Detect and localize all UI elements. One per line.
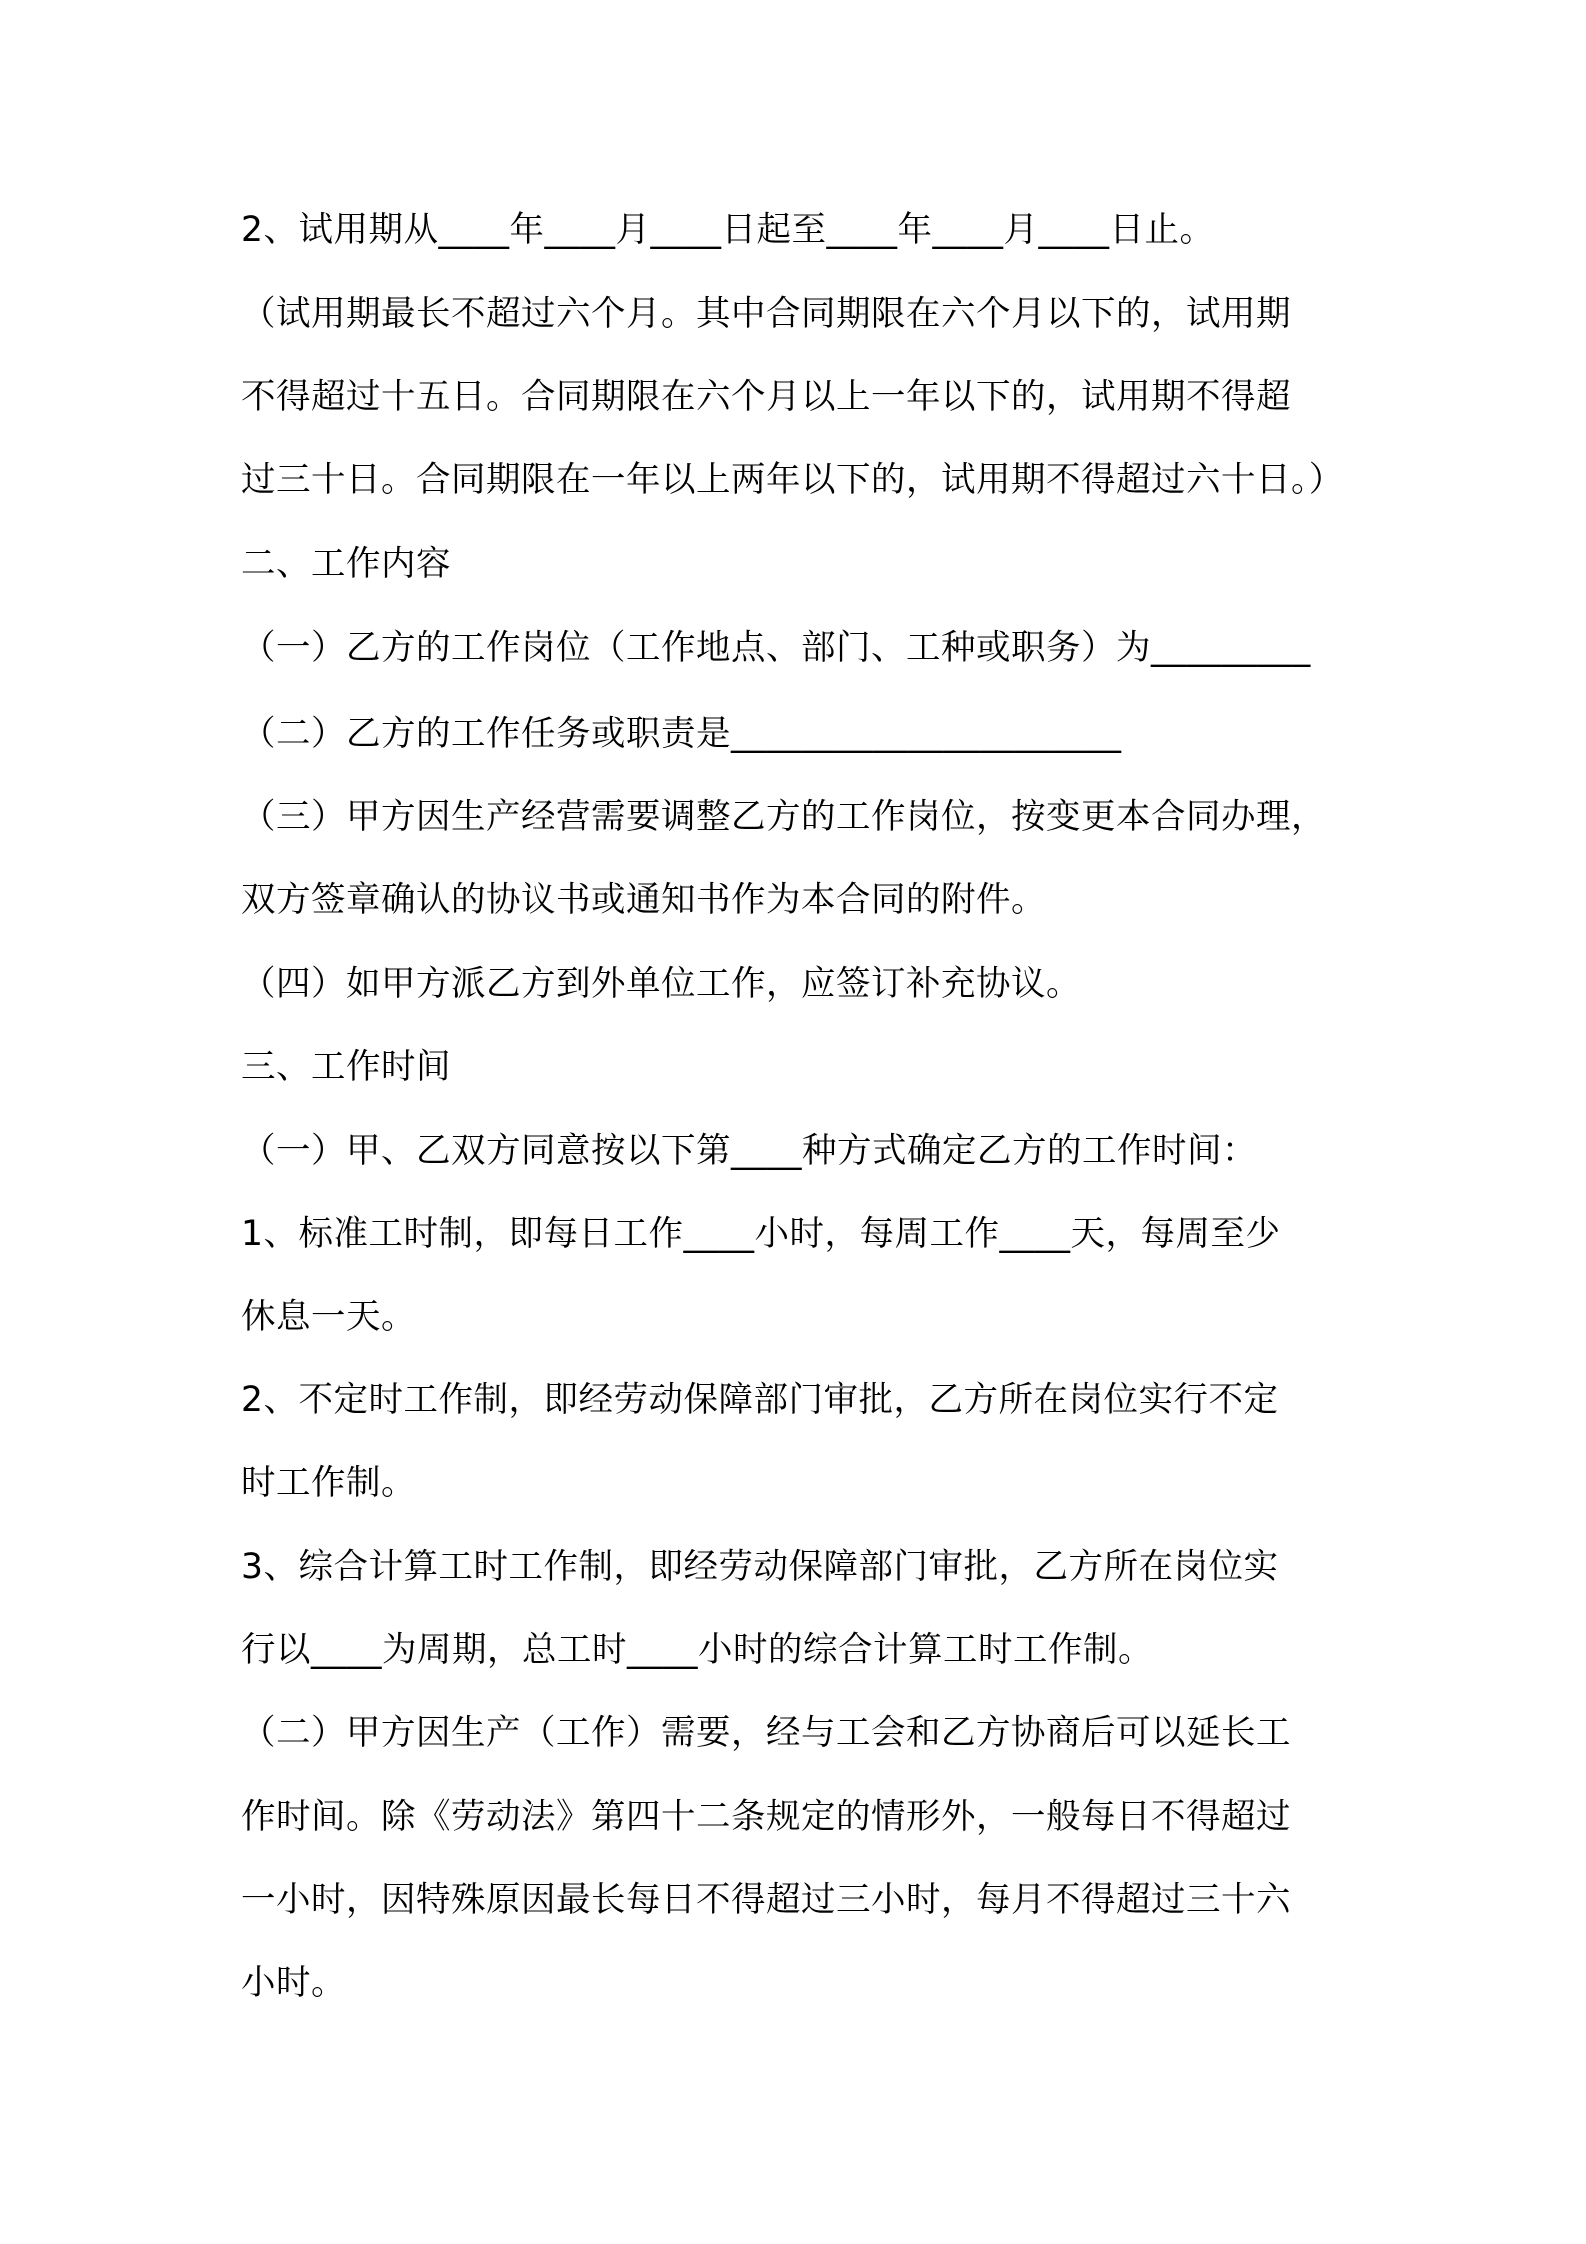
trial-period-note-line-1: （试用期最长不超过六个月。其中合同期限在六个月以下的，试用期 <box>241 294 1291 334</box>
clause-flexible-hours-line-1: 2、不定时工作制，即经劳动保障部门审批，乙方所在岗位实行不定 <box>241 1380 1279 1420</box>
clause-comprehensive-hours-line-2: 行以____为周期，总工时____小时的综合计算工时工作制。 <box>241 1630 1153 1670</box>
clause-trial-period: 2、试用期从____年____月____日起至____年____月____日止。 <box>241 210 1215 250</box>
clause-standard-hours-line-2: 休息一天。 <box>241 1297 416 1337</box>
clause-position-adjustment-line-1: （三）甲方因生产经营需要调整乙方的工作岗位，按变更本合同办理， <box>241 797 1326 837</box>
clause-overtime-line-1: （二）甲方因生产（工作）需要，经与工会和乙方协商后可以延长工 <box>241 1713 1291 1753</box>
section-heading-work-content: 二、工作内容 <box>241 544 451 584</box>
clause-work-position: （一）乙方的工作岗位（工作地点、部门、工种或职务）为_________ <box>241 628 1311 668</box>
trial-period-note-line-2: 不得超过十五日。合同期限在六个月以上一年以下的，试用期不得超 <box>241 377 1291 417</box>
clause-flexible-hours-line-2: 时工作制。 <box>241 1463 416 1503</box>
clause-position-adjustment-line-2: 双方签章确认的协议书或通知书作为本合同的附件。 <box>241 880 1046 920</box>
clause-overtime-line-3: 一小时，因特殊原因最长每日不得超过三小时，每月不得超过三十六 <box>241 1880 1291 1920</box>
clause-external-assignment: （四）如甲方派乙方到外单位工作，应签订补充协议。 <box>241 964 1081 1004</box>
trial-period-note-line-3: 过三十日。合同期限在一年以上两年以下的，试用期不得超过六十日。） <box>241 460 1344 500</box>
clause-work-duties: （二）乙方的工作任务或职责是______________________ <box>241 714 1122 754</box>
clause-comprehensive-hours-line-1: 3、综合计算工时工作制，即经劳动保障部门审批，乙方所在岗位实 <box>241 1547 1279 1587</box>
clause-standard-hours-line-1: 1、标准工时制，即每日工作____小时，每周工作____天，每周至少 <box>241 1214 1281 1254</box>
clause-work-hours-mode: （一）甲、乙双方同意按以下第____种方式确定乙方的工作时间： <box>241 1131 1257 1171</box>
clause-overtime-line-2: 作时间。除《劳动法》第四十二条规定的情形外，一般每日不得超过 <box>241 1797 1291 1837</box>
clause-overtime-line-4: 小时。 <box>241 1963 346 2003</box>
section-heading-work-hours: 三、工作时间 <box>241 1047 451 1087</box>
